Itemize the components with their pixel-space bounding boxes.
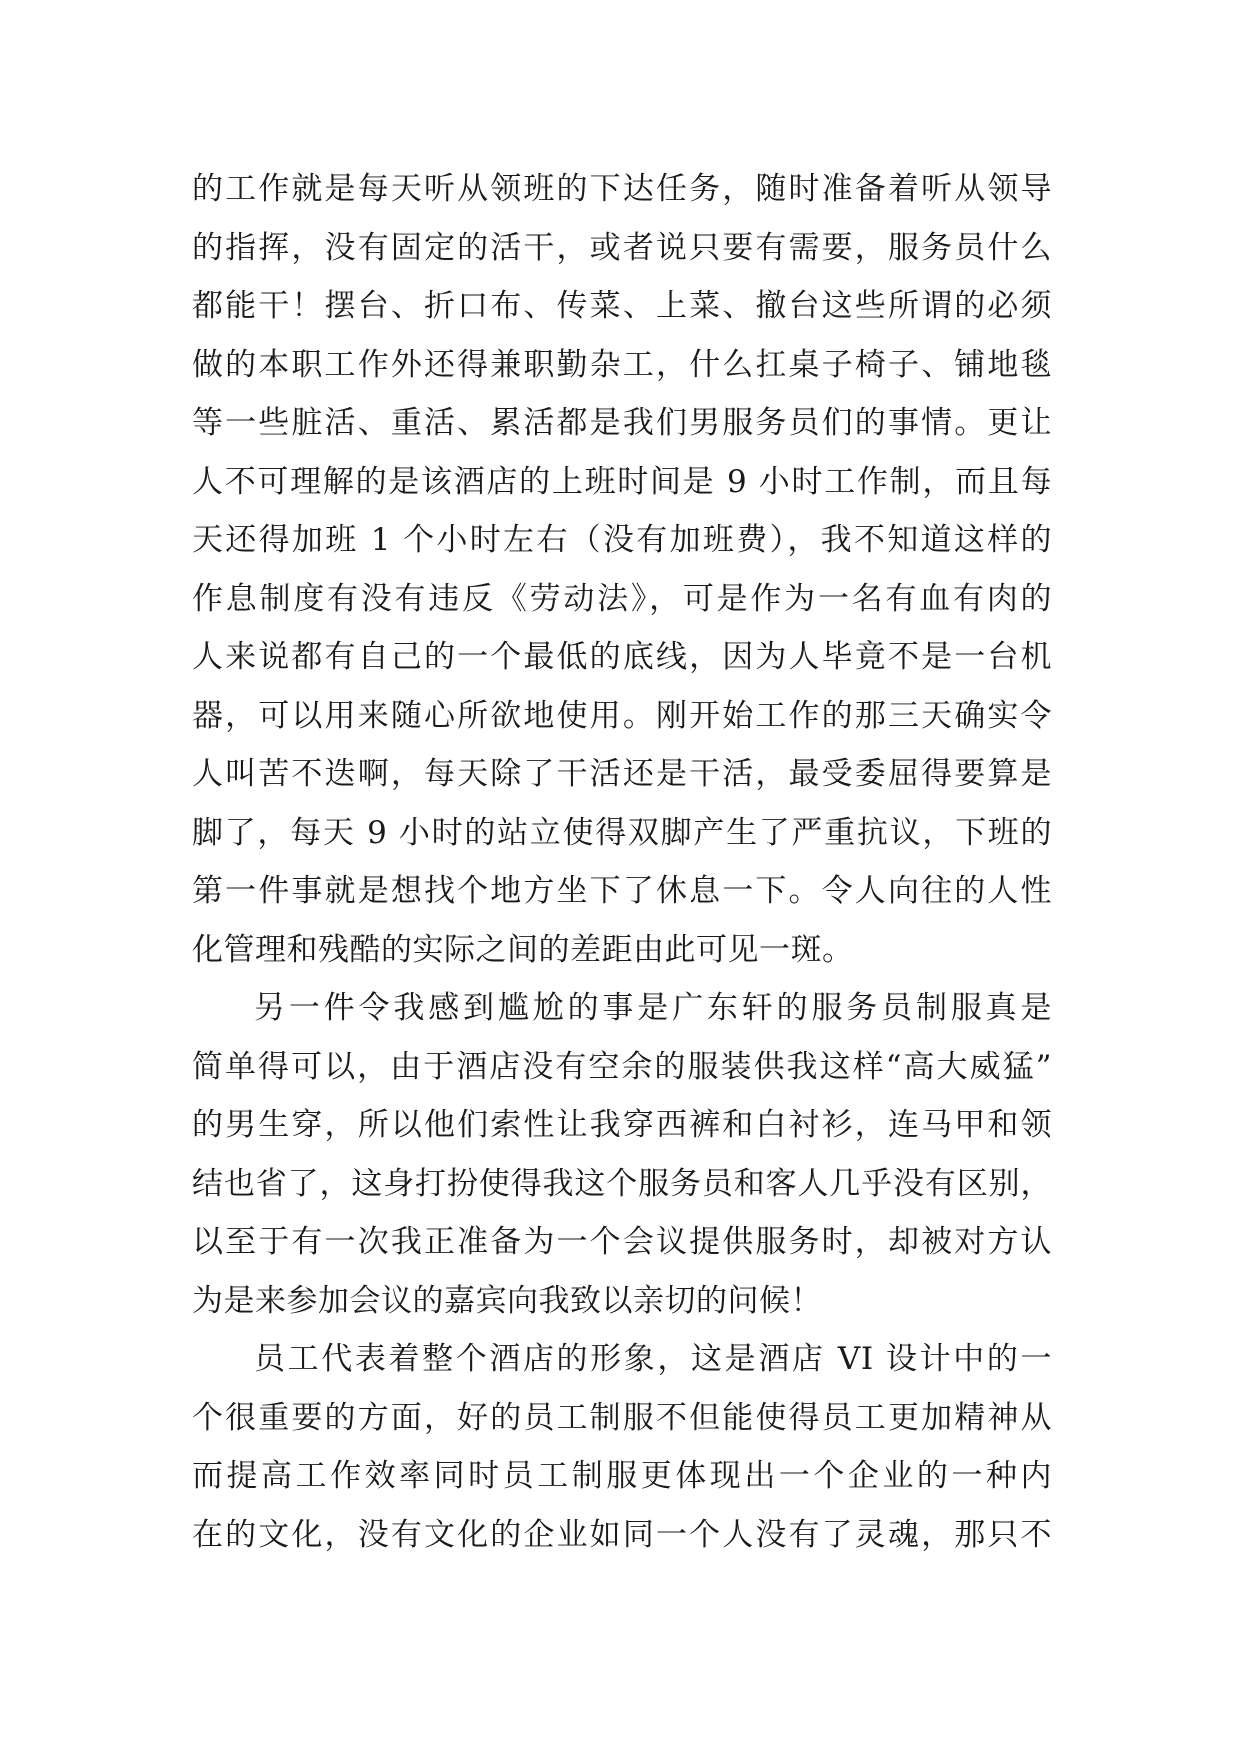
text-line: 的工作就是每天听从领班的下达任务，随时准备着听从领导 bbox=[192, 171, 1052, 207]
paragraph-1 bbox=[192, 160, 1052, 979]
paragraph-2 bbox=[192, 979, 1052, 1330]
text-line: 而提高工作效率同时员工制服更体现出一个企业的一种内 bbox=[192, 1458, 1052, 1494]
text-line: 的男生穿，所以他们索性让我穿西裤和白衬衫，连马甲和领 bbox=[192, 1107, 1052, 1143]
text-line: 结也省了，这身打扮使得我这个服务员和客人几乎没有区别， bbox=[192, 1165, 1052, 1202]
document-body bbox=[192, 160, 1052, 1564]
text-line: 化管理和残酷的实际之间的差距由此可见一斑。 bbox=[192, 931, 854, 968]
text-line: 等一些脏活、重活、累活都是我们男服务员们的事情。更让 bbox=[192, 405, 1052, 441]
text-line: 的指挥，没有固定的活干，或者说只要有需要，服务员什么 bbox=[192, 229, 1052, 266]
text-line: 器，可以用来随心所欲地使用。刚开始工作的那三天确实令 bbox=[192, 697, 1052, 734]
text-line: 以至于有一次我正准备为一个会议提供服务时，却被对方认 bbox=[192, 1224, 1052, 1260]
paragraph-3 bbox=[192, 1330, 1052, 1564]
text-line: 个很重要的方面，好的员工制服不但能使得员工更加精神从 bbox=[192, 1399, 1052, 1436]
text-line: 都能干！摆台、折口布、传菜、上菜、撤台这些所谓的必须 bbox=[192, 288, 1052, 324]
text-line: 作息制度有没有违反《劳动法》，可是作为一名有血有肉的 bbox=[192, 580, 1052, 617]
text-line: 简单得可以，由于酒店没有空余的服装供我这样“高大威猛” bbox=[192, 1048, 1052, 1085]
text-line: 人叫苦不迭啊，每天除了干活还是干活，最受委屈得要算是 bbox=[192, 756, 1052, 792]
text-line: 员工代表着整个酒店的形象，这是酒店 VI 设计中的一 bbox=[254, 1341, 1052, 1377]
text-line: 第一件事就是想找个地方坐下了休息一下。令人向往的人性 bbox=[192, 873, 1052, 909]
text-line: 人来说都有自己的一个最低的底线，因为人毕竟不是一台机 bbox=[192, 639, 1052, 675]
text-line: 天还得加班 1 个小时左右（没有加班费），我不知道这样的 bbox=[192, 522, 1052, 558]
text-line: 脚了，每天 9 小时的站立使得双脚产生了严重抗议，下班的 bbox=[192, 814, 1052, 851]
text-line: 在的文化，没有文化的企业如同一个人没有了灵魂，那只不 bbox=[192, 1516, 1052, 1553]
text-line: 做的本职工作外还得兼职勤杂工，什么扛桌子椅子、铺地毯 bbox=[192, 346, 1052, 383]
text-line: 人不可理解的是该酒店的上班时间是 9 小时工作制，而且每 bbox=[192, 463, 1052, 500]
text-line: 为是来参加会议的嘉宾向我致以亲切的问候！ bbox=[192, 1282, 822, 1319]
text-line: 另一件令我感到尴尬的事是广东轩的服务员制服真是 bbox=[254, 990, 1052, 1026]
